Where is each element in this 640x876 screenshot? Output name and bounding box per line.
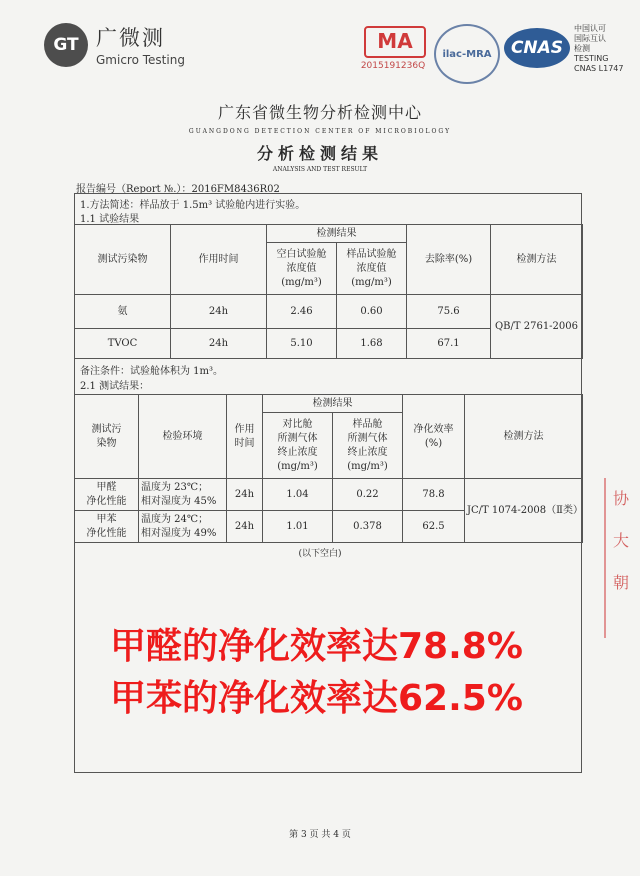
header-method-2: 检测方法	[465, 395, 583, 479]
header-method: 检测方法	[491, 225, 583, 295]
doc-title: 分析检测结果	[256, 144, 383, 163]
cnas-text	[574, 24, 623, 74]
page-number: 第 3 页 共 4 页	[289, 830, 351, 840]
header-time: 作用时间	[171, 225, 267, 295]
cma-certification	[360, 26, 426, 71]
header-removal: 去除率(%)	[407, 225, 491, 295]
header-efficiency: 净化效率 (%)	[403, 395, 465, 479]
cnas-line: 检测	[574, 44, 590, 53]
header-env: 检验环境	[139, 395, 227, 479]
highlight-formaldehyde: 甲醛的净化效率达78.8%	[110, 626, 523, 667]
header-sample: 样品试验舱 浓度值 (mg/m³)	[337, 243, 407, 295]
results-table-1	[74, 224, 583, 359]
table-row: 甲醛 净化性能 温度为 23℃； 相对湿度为 45% 24h 1.04 0.22 78.8 JC/T 1074-2008（Ⅱ类）	[75, 479, 583, 511]
cnas-line: TESTING	[574, 54, 609, 63]
results-table-2	[74, 394, 583, 543]
header-results: 检测结果	[267, 225, 407, 243]
results-label-1: 1.1 试验结果	[80, 214, 140, 225]
results-label-2: 2.1 测试结果：	[80, 381, 150, 392]
table-row: 氨 24h 2.46 0.60 75.6 QB/T 2761-2006	[75, 295, 583, 329]
header-results-2: 检测结果	[263, 395, 403, 413]
header-sample-2: 样品舱 所测气体 终止浓度 (mg/m³)	[333, 413, 403, 479]
company-logo	[44, 22, 185, 67]
test-condition: 备注条件：试验舱体积为 1m³。	[80, 366, 224, 377]
logo-mark: GT	[44, 23, 88, 67]
header-blank: 空白试验舱 浓度值 (mg/m³)	[267, 243, 337, 295]
ma-label: MA	[364, 26, 426, 58]
highlight-toluene: 甲苯的净化效率达62.5%	[110, 678, 523, 719]
org-title: 广东省微生物分析检测中心	[217, 103, 422, 122]
cnas-logo: CNAS	[504, 28, 570, 68]
logo-text	[96, 22, 185, 67]
ilac-mra-logo: ilac-MRA	[434, 24, 500, 84]
cnas-line: 中国认可	[574, 24, 606, 33]
ma-code: 2015191236Q	[360, 61, 426, 71]
cnas-line: CNAS L1747	[574, 64, 624, 73]
report-number: 报告编号（Report №.）：2016FM8436R02	[76, 184, 280, 195]
cnas-line: 国际互认	[574, 34, 606, 43]
blank-note: (以下空白)	[298, 549, 342, 559]
table-row: TVOC 24h 5.10 1.68 67.1	[75, 329, 583, 359]
doc-title-en: ANALYSIS AND TEST RESULT	[272, 166, 368, 173]
logo-en: Gmicro Testing	[96, 53, 185, 67]
header-pollutant-2: 测试污 染物	[75, 395, 139, 479]
method-standard-2: JC/T 1074-2008（Ⅱ类）	[465, 479, 583, 543]
method-description: 1.方法简述：样品放于 1.5m³ 试验舱内进行实验。	[80, 200, 306, 211]
method-standard-1: QB/T 2761-2006	[491, 295, 583, 359]
header-control: 对比舱 所测气体 终止浓度 (mg/m³)	[263, 413, 333, 479]
org-title-en: GUANGDONG DETECTION CENTER OF MICROBIOLOGY	[188, 128, 452, 135]
logo-cn: 广微测	[96, 26, 165, 50]
seal-stamp: 协 大 朝	[604, 478, 636, 638]
header-time-2: 作用 时间	[227, 395, 263, 479]
header-pollutant: 测试污染物	[75, 225, 171, 295]
table-row: 甲苯 净化性能 温度为 24℃； 相对湿度为 49% 24h 1.01 0.378 62.5	[75, 511, 583, 543]
